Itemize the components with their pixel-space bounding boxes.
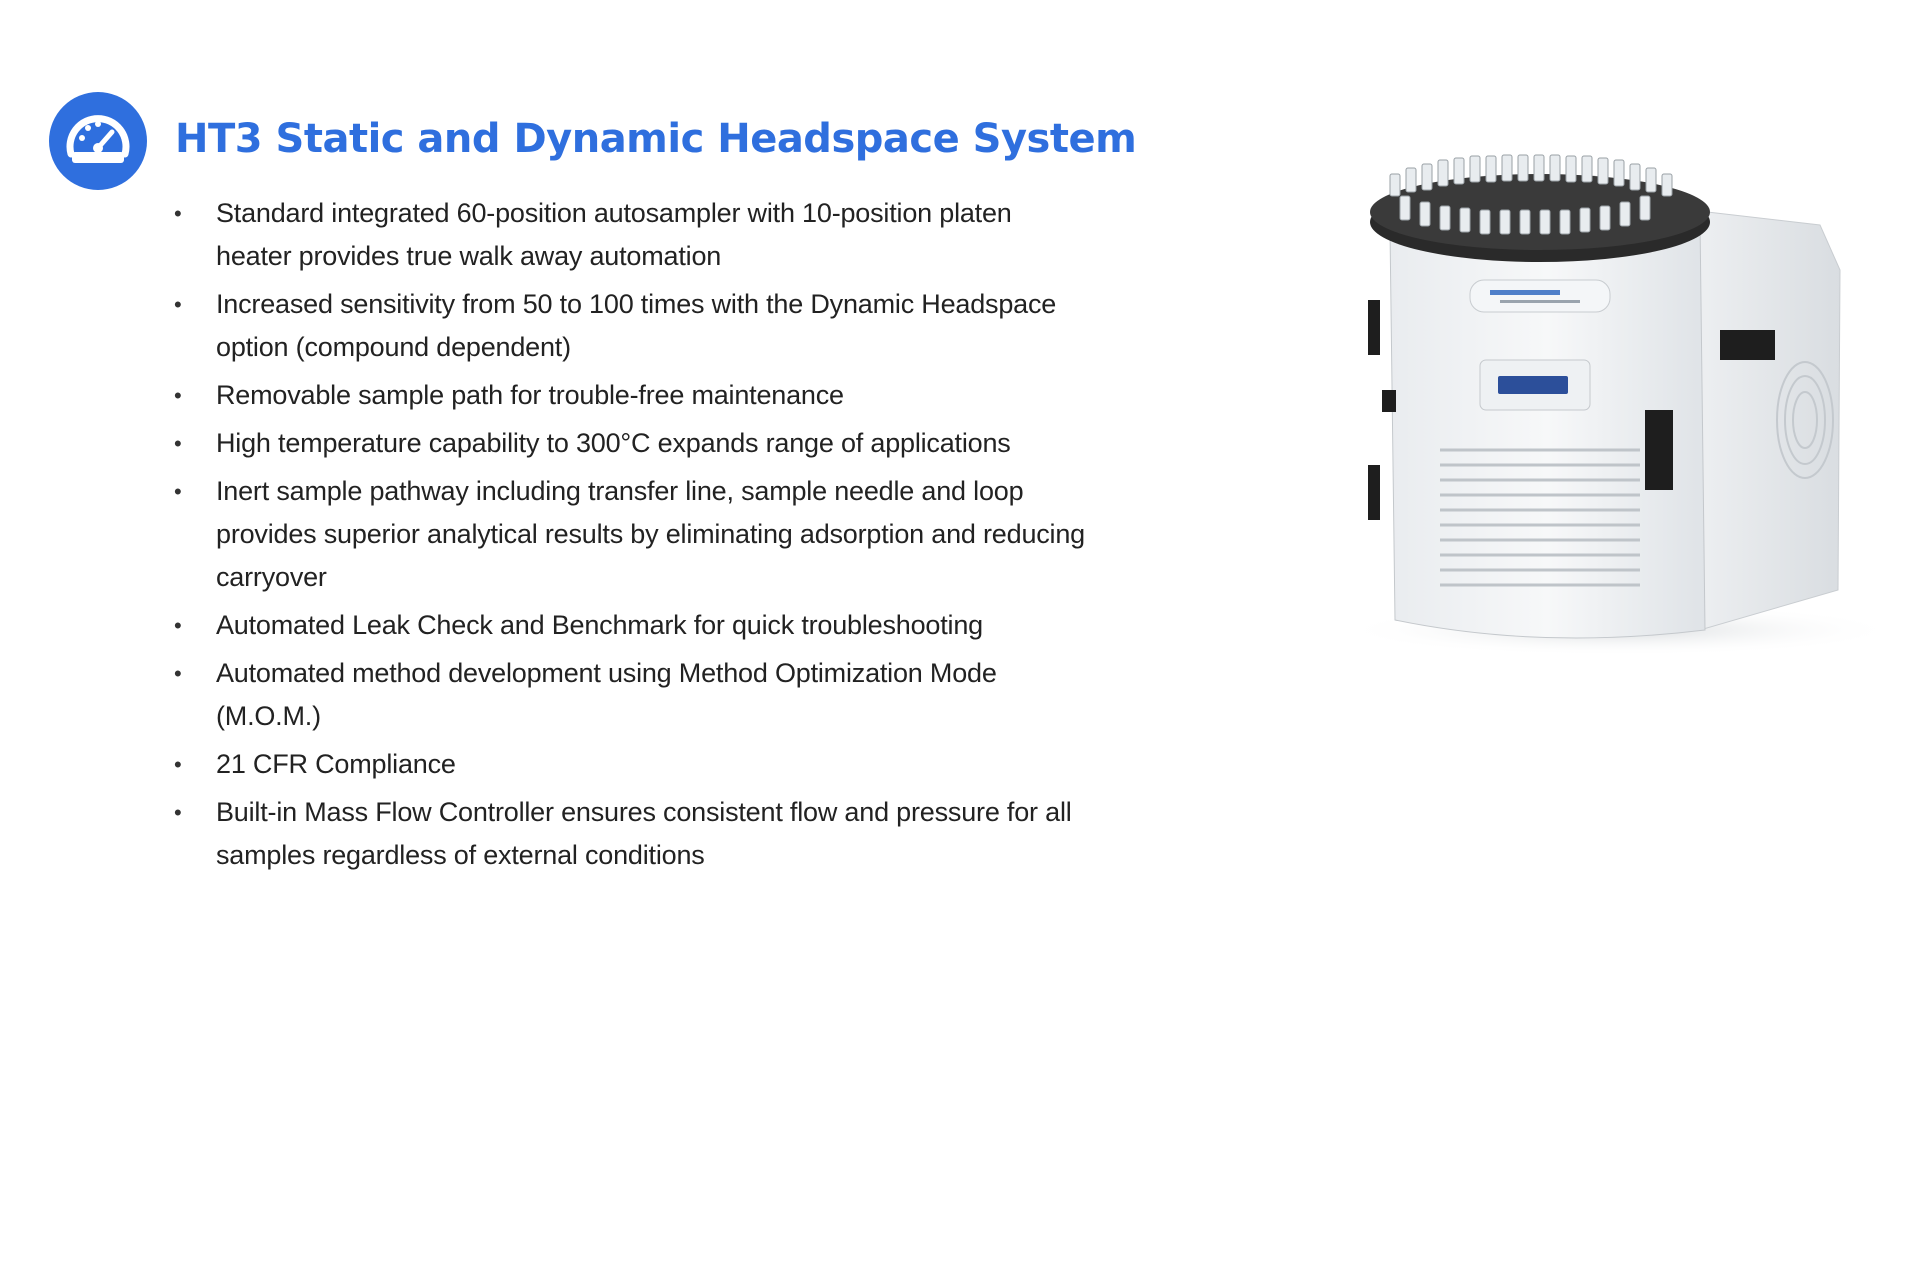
- speedometer-badge: [49, 92, 147, 190]
- feature-text: Inert sample pathway including transfer line, sample needle and loop provides superior analytical results by eliminating adsorption and reducing carryover: [216, 476, 1085, 592]
- feature-text: Increased sensitivity from 50 to 100 times with the Dynamic Headspace option (compound dependent): [216, 289, 1057, 362]
- feature-item: [172, 374, 1092, 417]
- bullet-icon: •: [174, 613, 182, 638]
- bullet-icon: •: [174, 431, 182, 456]
- bullet-icon: •: [174, 383, 182, 408]
- feature-item: [172, 283, 1092, 369]
- feature-text: Automated Leak Check and Benchmark for quick troubleshooting: [216, 610, 983, 640]
- product-image: [1340, 150, 1900, 670]
- feature-item: [172, 422, 1092, 465]
- bullet-icon: •: [174, 752, 182, 777]
- feature-list: [172, 192, 1092, 882]
- feature-text: Standard integrated 60-position autosampler with 10-position platen heater provides true walk away automation: [216, 198, 1012, 271]
- bullet-icon: •: [174, 201, 182, 226]
- feature-text: 21 CFR Compliance: [216, 749, 456, 779]
- feature-item: [172, 743, 1092, 786]
- speedometer-icon: [49, 92, 147, 190]
- feature-item: [172, 604, 1092, 647]
- feature-item: [172, 470, 1092, 599]
- feature-item: [172, 192, 1092, 278]
- feature-text: Automated method development using Method Optimization Mode (M.O.M.): [216, 658, 997, 731]
- bullet-icon: •: [174, 479, 182, 504]
- feature-item: [172, 652, 1092, 738]
- bullet-icon: •: [174, 292, 182, 317]
- bullet-icon: •: [174, 661, 182, 686]
- page-title: HT3 Static and Dynamic Headspace System: [175, 116, 1137, 162]
- feature-item: [172, 791, 1092, 877]
- bullet-icon: •: [174, 800, 182, 825]
- feature-text: Built-in Mass Flow Controller ensures consistent flow and pressure for all samples regardless of external conditions: [216, 797, 1072, 870]
- feature-text: Removable sample path for trouble-free maintenance: [216, 380, 844, 410]
- feature-text: High temperature capability to 300°C expands range of applications: [216, 428, 1011, 458]
- headspace-autosampler-image: [1340, 150, 1900, 670]
